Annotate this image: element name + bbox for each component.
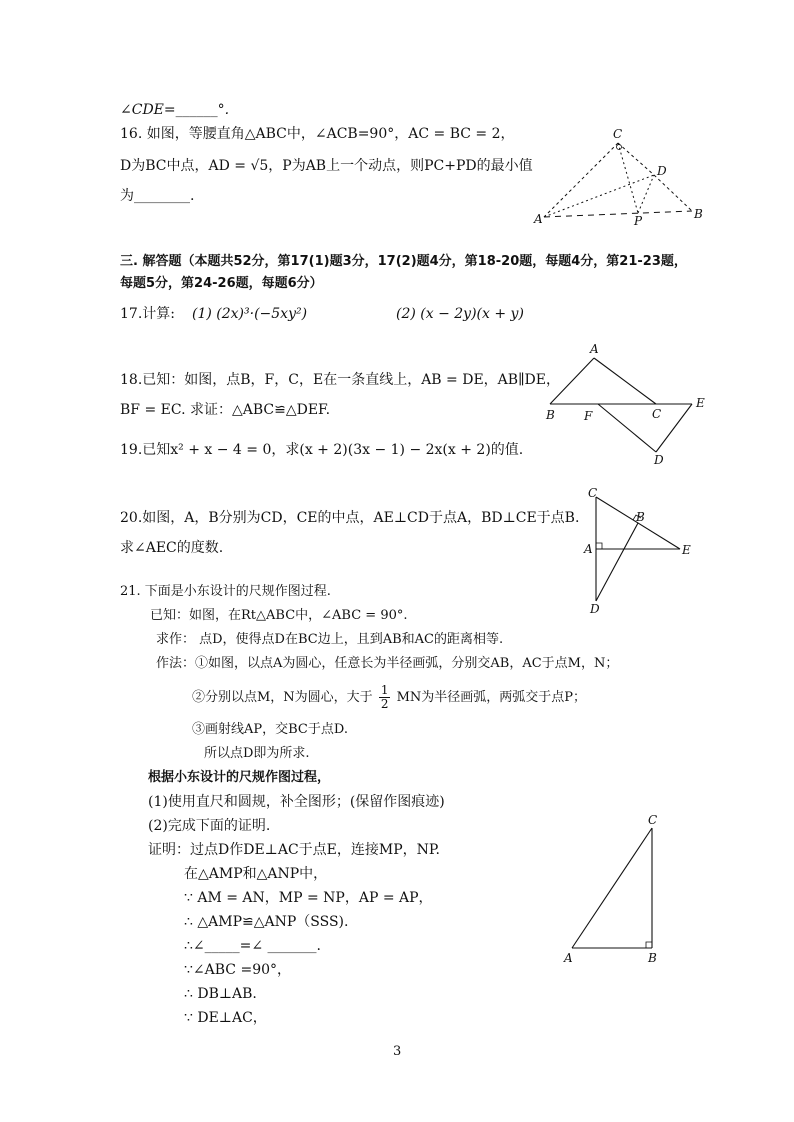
q21-figure [560, 810, 670, 970]
q16-line1: 16. 如图，等腰直角△ABC中，∠ACB=90°，AC = BC = 2， [120, 126, 515, 142]
q21-task1: (1)使用直尺和圆规，补全图形；(保留作图痕迹) [148, 794, 445, 810]
q20-label-C: C [588, 486, 598, 500]
q21-line1: 21. 下面是小东设计的尺规作图过程. [120, 584, 331, 599]
q21-proof-2: ∵ AM = AN，MP = NP，AP = AP， [184, 890, 433, 906]
q21-proof-0: 证明：过点D作DE⊥AC于点E，连接MP，NP. [148, 842, 440, 858]
section3-line2: 每题5分，第24-26题，每题6分） [120, 276, 323, 291]
q21-step3: ③画射线AP，交BC于点D. [192, 722, 348, 737]
q21-proof-5: ∵∠ABC =90°， [184, 962, 292, 978]
q21-step4: 所以点D即为所求. [204, 746, 310, 761]
q15-tail: ∠CDE=______°. [120, 102, 230, 118]
q16-label-B: B [694, 207, 703, 221]
q21-label-C: C [648, 813, 658, 827]
q21-step2 [192, 684, 586, 711]
q20-line2: 求∠AEC的度数. [120, 540, 224, 556]
q16-label-C: C [613, 127, 623, 141]
q16-label-A: A [534, 212, 543, 226]
q20-figure [580, 485, 700, 615]
q21-step2-denominator: 2 [380, 697, 389, 711]
q21-step2-b: MN为半径画弧，两弧交于点P； [396, 690, 587, 705]
q21-step2-fraction [379, 684, 391, 711]
q21-proof-1: 在△AMP和△ANP中， [184, 866, 328, 882]
page-number: 3 [393, 1044, 402, 1059]
q17-part1: (1) (2x)³·(−5xy²) [192, 306, 308, 322]
q16-line2: D为BC中点，AD = √5，P为AB上一个动点，则PC+PD的最小值 [120, 158, 533, 174]
q21-step1: 作法：①如图，以点A为圆心，任意长为半径画弧，分别交AB，AC于点M，N； [156, 656, 619, 671]
q18-label-C: C [652, 407, 662, 421]
q21-proof-4: ∴∠_____=∠ _______. [184, 938, 321, 954]
q18-line1: 18.已知：如图，点B，F，C，E在一条直线上，AB = DE，AB∥DE， [120, 372, 560, 388]
q21-label-A: A [564, 951, 573, 965]
q20-line1: 20.如图，A，B分别为CD，CE的中点，AE⊥CD于点A，BD⊥CE于点B. [120, 510, 580, 526]
q21-proof-7: ∵ DE⊥AC， [184, 1010, 267, 1026]
q21-step2-a: ②分别以点M，N为圆心，大于 [192, 690, 373, 705]
section3-line1: 三. 解答题（本题共52分，第17(1)题3分，17(2)题4分，第18-20题，每题4分，第21-23题， [120, 254, 687, 269]
q17-label: 17.计算: [120, 306, 175, 322]
q19-line1: 19.已知x² + x − 4 = 0，求(x + 2)(3x − 1) − 2x(x + 2)的值. [120, 442, 524, 458]
q21-proof-3: ∴ △AMP≌△ANP（SSS). [184, 914, 349, 930]
q17-part2: (2) (x − 2y)(x + y) [396, 306, 524, 322]
q18-label-D: D [654, 453, 664, 467]
q21-proof-6: ∴ DB⊥AB. [184, 986, 257, 1002]
q21-given: 已知：如图，在Rt△ABC中，∠ABC = 90°. [150, 608, 408, 623]
q20-label-E: E [682, 543, 691, 557]
q20-label-A: A [584, 542, 593, 556]
q16-figure [530, 125, 710, 228]
q18-label-B: B [546, 408, 555, 422]
q16-label-P: P [634, 214, 643, 228]
q18-label-F: F [584, 409, 593, 423]
q18-line2: BF = EC. 求证：△ABC≌△DEF. [120, 402, 331, 418]
q18-label-A: A [590, 342, 599, 356]
q21-find: 求作： 点D，使得点D在BC边上，且到AB和AC的距离相等. [156, 632, 504, 647]
q20-label-D: D [590, 602, 600, 616]
q20-label-B: B [636, 510, 645, 524]
q21-heading: 根据小东设计的尺规作图过程， [148, 770, 331, 785]
q21-task2: (2)完成下面的证明. [148, 818, 271, 834]
q21-label-B: B [648, 951, 657, 965]
q16-line3: 为________. [120, 188, 195, 204]
q21-step2-numerator: 1 [380, 683, 389, 697]
q18-label-E: E [696, 396, 705, 410]
q16-label-D: D [657, 164, 667, 178]
q18-figure [540, 340, 710, 470]
